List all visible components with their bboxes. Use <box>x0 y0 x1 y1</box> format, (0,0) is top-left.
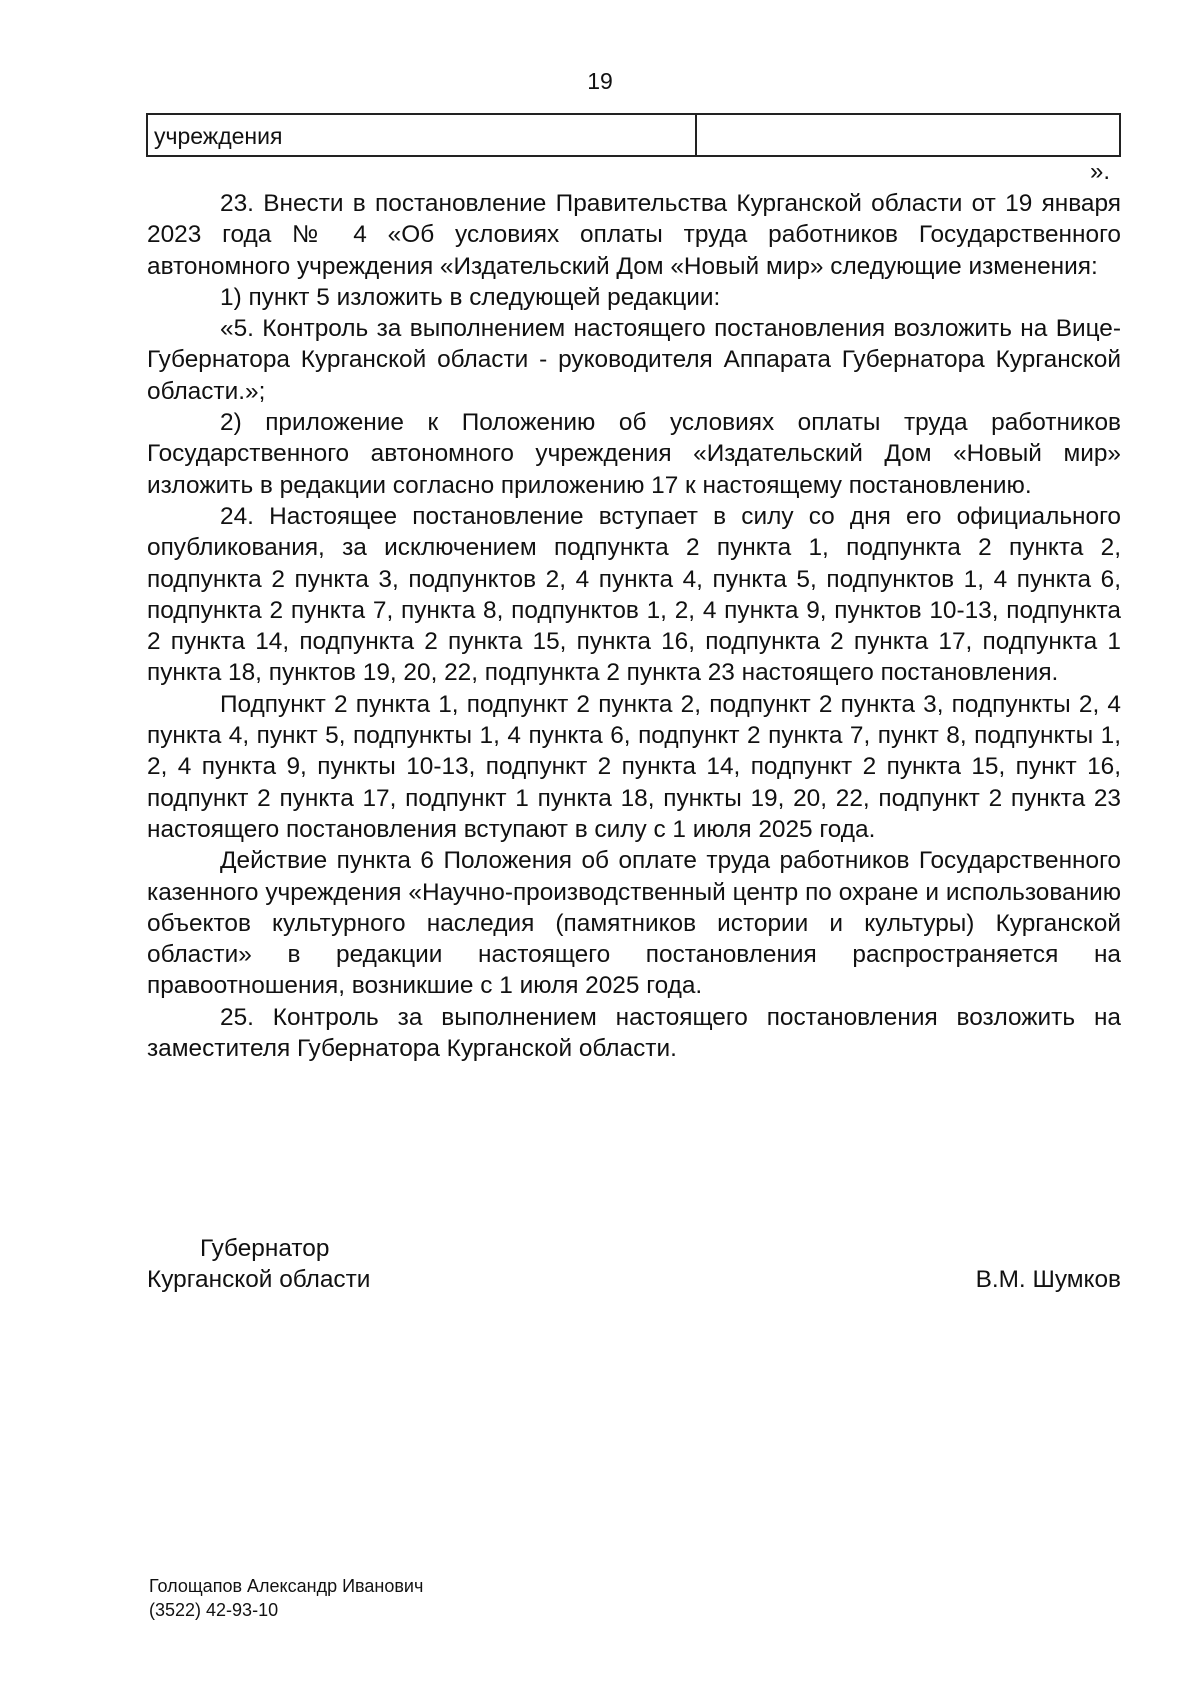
paragraph-24: 24. Настоящее постановление вступает в силу со дня его официального опубликования, за исключением подпункта 2 пункта 1, подпункта 2 пункта 2, подпункта 2 пункта 3, подпунктов 2, 4 пункта 4, пункта 5, подпунктов 1, 4 пункта 6, подпункта 2 пункта 7, пункта 8, подпунктов 1, 2, 4 пункта 9, пунктов 10-13, подпункта 2 пункта 14, подпункта 2 пункта 15, пункта 16, подпункта 2 пункта 17, подпункта 1 пункта 18, пунктов 19, 20, 22, подпункта 2 пункта 23 настоящего постановления. <box>147 502 1121 687</box>
signatory-role-line2: Курганской области <box>147 1266 371 1293</box>
executor-block <box>149 1574 423 1622</box>
body-text <box>147 188 1121 1064</box>
executor-phone: (3522) 42-93-10 <box>149 1600 279 1620</box>
executor-name: Голощапов Александр Иванович <box>149 1576 424 1596</box>
paragraph-24-effective-date: Подпункт 2 пункта 1, подпункт 2 пункта 2, подпункт 2 пункта 3, подпункты 2, 4 пункта 4, пункт 5, подпункты 1, 4 пункта 6, подпункт 2 пункта 7, пункт 8, подпункты 1, 2, 4 пункта 9, пункты 10-13, подпункт 2 пункта 14, подпункт 2 пункта 15, пункт 16, подпункт 2 пункта 17, подпункт 1 пункта 18, пункты 19, 20, 22, подпункт 2 пункта 23 настоящего постановления вступают в силу с 1 июля 2025 года. <box>147 690 1121 843</box>
table-fragment <box>146 113 1121 157</box>
signatory-name: В.М. Шумков <box>975 1266 1121 1293</box>
paragraph-23-item-2: 2) приложение к Положению об условиях оплаты труда работников Государственного автономного учреждения «Издательский Дом «Новый мир» изложить в редакции согласно приложению 17 к настоящему постановлению. <box>147 409 1121 499</box>
page-number: 19 <box>587 68 613 94</box>
table-cell-left: учреждения <box>148 115 697 155</box>
signature-block <box>147 1233 1121 1295</box>
paragraph-23-item-1-text: «5. Контроль за выполнением настоящего постановления возложить на Вице-Губернатора Курганской области - руководителя Аппарата Губернатора Курганской области.»; <box>147 315 1121 405</box>
table-cell-right <box>697 115 1119 155</box>
paragraph-23: 23. Внести в постановление Правительства Курганской области от 19 января 2023 года № 4 «Об условиях оплаты труда работников Государственного автономного учреждения «Издательский Дом «Новый мир» следующие изменения: <box>147 190 1121 280</box>
closing-quote: ». <box>1090 158 1111 185</box>
signatory-role-line1: Губернатор <box>200 1235 330 1262</box>
paragraph-24-retroactive: Действие пункта 6 Положения об оплате труда работников Государственного казенного учреждения «Научно-производственный центр по охране и использованию объектов культурного наследия (памятников истории и культуры) Курганской области» в редакции настоящего постановления распространяется на правоотношения, возникшие с 1 июля 2025 года. <box>147 847 1121 1000</box>
paragraph-23-item-1: 1) пункт 5 изложить в следующей редакции: <box>220 283 721 311</box>
paragraph-25: 25. Контроль за выполнением настоящего постановления возложить на заместителя Губернатора Курганской области. <box>147 1003 1121 1063</box>
